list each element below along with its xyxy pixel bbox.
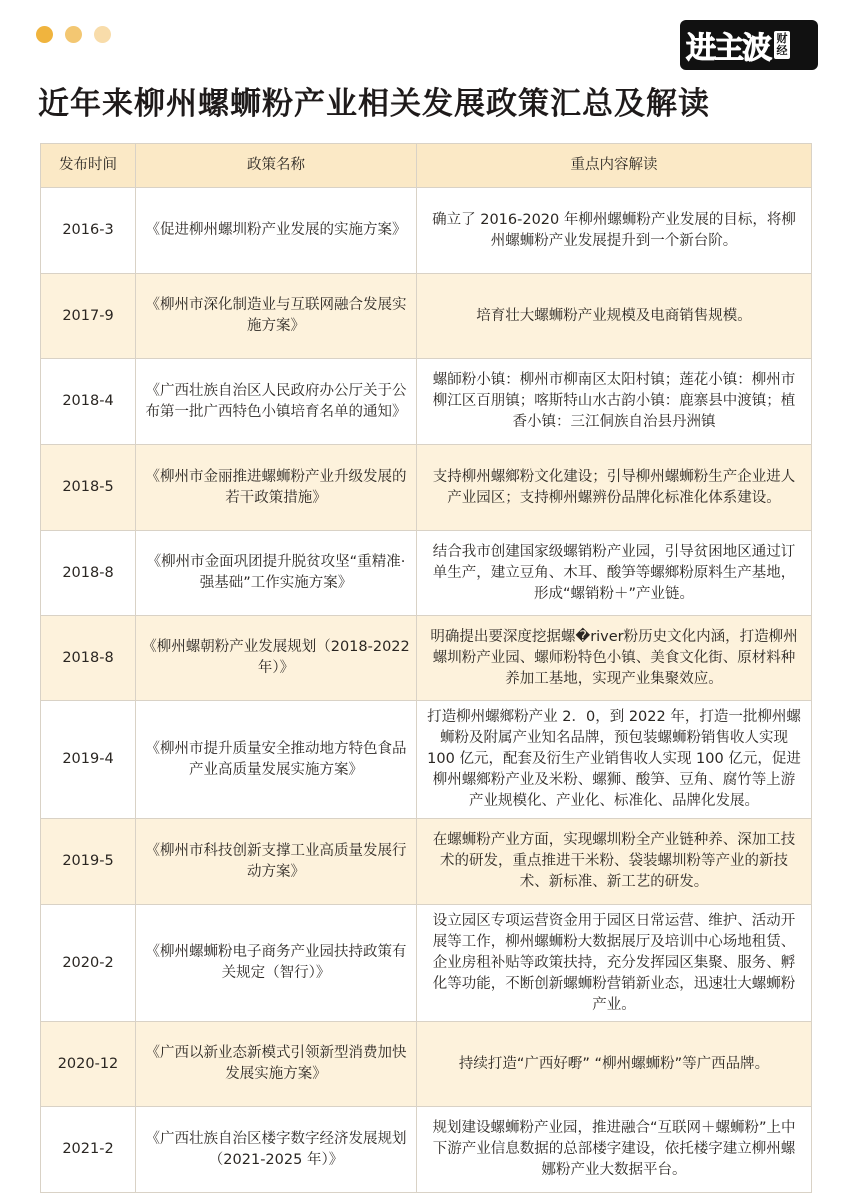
dot-3	[94, 26, 111, 43]
policy-name-cell: 《广西壮族自治区人民政府办公厅关于公布第一批广西特色小镇培育名单的通知》	[136, 359, 417, 445]
table-row	[41, 274, 812, 359]
policy-name-cell: 《促进柳州螺圳粉产业发展的实施方案》	[136, 188, 417, 274]
decorative-dots	[36, 26, 111, 43]
interpretation-cell: 确立了 2016-2020 年柳州螺蛳粉产业发展的目标，将柳州螺蛳粉产业发展提升到一个新台阶。	[417, 188, 812, 274]
policy-name-cell: 《柳州螺朝粉产业发展规划（2018-2022 年）》	[136, 616, 417, 701]
date-cell: 2018-8	[41, 616, 136, 701]
interpretation-cell: 持续打造“广西好嘢” “柳州螺蛳粉”等广西品牌。	[417, 1022, 812, 1107]
column-header-date: 发布时间	[41, 144, 136, 188]
date-cell: 2019-4	[41, 701, 136, 819]
dot-1	[36, 26, 53, 43]
page-title: 近年来柳州螺蛳粉产业相关发展政策汇总及解读	[38, 86, 710, 122]
dot-2	[65, 26, 82, 43]
logo-main-text: 进主波	[686, 31, 770, 66]
policy-name-cell: 《柳州螺蛳粉电子商务产业园扶持政策有关规定（智行）》	[136, 905, 417, 1022]
date-cell: 2021-2	[41, 1107, 136, 1193]
interpretation-cell: 设立园区专项运营资金用于园区日常运营、维护、活动开展等工作，柳州螺蛳粉大数据展厅及培训中心场地租赁、企业房租补贴等政策扶持，充分发挥园区集聚、服务、孵化等功能，不断创新螺蛳粉营销新业态，迅速壮大螺蛳粉产业。	[417, 905, 812, 1022]
table-row	[41, 188, 812, 274]
date-cell: 2018-5	[41, 445, 136, 531]
interpretation-cell: 打造柳州螺鄉粉产业 2．0，到 2022 年，打造一批柳州螺蛳粉及附属产业知名品牌，预包装螺蛳粉销售收人实现 100 亿元，配套及衍生产业销售收人实现 100 亿元，促进柳州螺鄉粉产业及米粉、螺狮、酸笋、豆角、腐竹等上游产业规模化、产业化、标准化、品牌化发展。	[417, 701, 812, 819]
interpretation-cell: 规划建设螺蛳粉产业园，推进融合“互联网＋螺蛳粉”上中下游产业信息数据的总部楼字建设，依托楼字建立柳州螺娜粉产业大数据平台。	[417, 1107, 812, 1193]
table-row	[41, 616, 812, 701]
table-row	[41, 531, 812, 616]
table-row	[41, 445, 812, 531]
date-cell: 2020-12	[41, 1022, 136, 1107]
date-cell: 2018-4	[41, 359, 136, 445]
date-cell: 2016-3	[41, 188, 136, 274]
table-row	[41, 819, 812, 905]
table-row	[41, 905, 812, 1022]
table-row	[41, 701, 812, 819]
policy-table	[40, 143, 812, 1193]
policy-name-cell: 《柳州市深化制造业与互联网融合发展实施方案》	[136, 274, 417, 359]
interpretation-cell: 明确提出要深度挖据螺�river粉历史文化内涵，打造柳州螺圳粉产业园、螺师粉特色小镇、美食文化街、原材料种养加工基地，实现产业集聚效应。	[417, 616, 812, 701]
date-cell: 2017-9	[41, 274, 136, 359]
policy-name-cell: 《柳州市科技创新支撑工业高质量发展行动方案》	[136, 819, 417, 905]
policy-name-cell: 《广西壮族自治区楼字数字经济发展规划（2021-2025 年）》	[136, 1107, 417, 1193]
interpretation-cell: 在螺蛳粉产业方面，实现螺圳粉全产业链种养、深加工技术的研发，重点推进干米粉、袋装螺圳粉等产业的新技术、新标准、新工艺的研发。	[417, 819, 812, 905]
table-header-row	[41, 144, 812, 188]
table-row	[41, 1022, 812, 1107]
table-row	[41, 359, 812, 445]
date-cell: 2018-8	[41, 531, 136, 616]
table-row	[41, 1107, 812, 1193]
interpretation-cell: 支持柳州螺鄉粉文化建设；引导柳州螺蛳粉生产企业进人产业园区；支持柳州螺辨份品牌化标准化体系建设。	[417, 445, 812, 531]
policy-name-cell: 《柳州市提升质量安全推动地方特色食品产业高质量发展实施方案》	[136, 701, 417, 819]
interpretation-cell: 螺師粉小镇：柳州市柳南区太阳村镇；莲花小镇：柳州市柳江区百朋镇；喀斯特山水古韵小镇：鹿寨县中渡镇；植香小镇：三江侗族自治县丹洲镇	[417, 359, 812, 445]
date-cell: 2019-5	[41, 819, 136, 905]
column-header-interpretation: 重点内容解读	[417, 144, 812, 188]
policy-name-cell: 《广西以新业态新模式引领新型消费加快发展实施方案》	[136, 1022, 417, 1107]
interpretation-cell: 培育壮大螺蛳粉产业规模及电商销售规模。	[417, 274, 812, 359]
interpretation-cell: 结合我市创建国家级螺销粉产业园，引导贫困地区通过订单生产，建立豆角、木耳、酸笋等螺鄉粉原料生产基地，形成“螺销粉＋”产业链。	[417, 531, 812, 616]
brand-logo	[680, 20, 818, 70]
policy-name-cell: 《柳州市金面巩团提升脱贫攻坚“重精准·强基础”工作实施方案》	[136, 531, 417, 616]
logo-sub-text: 财经	[774, 31, 790, 59]
policy-name-cell: 《柳州市金丽推进螺蛳粉产业升级发展的若干政策措施》	[136, 445, 417, 531]
column-header-policy-name: 政策名称	[136, 144, 417, 188]
date-cell: 2020-2	[41, 905, 136, 1022]
